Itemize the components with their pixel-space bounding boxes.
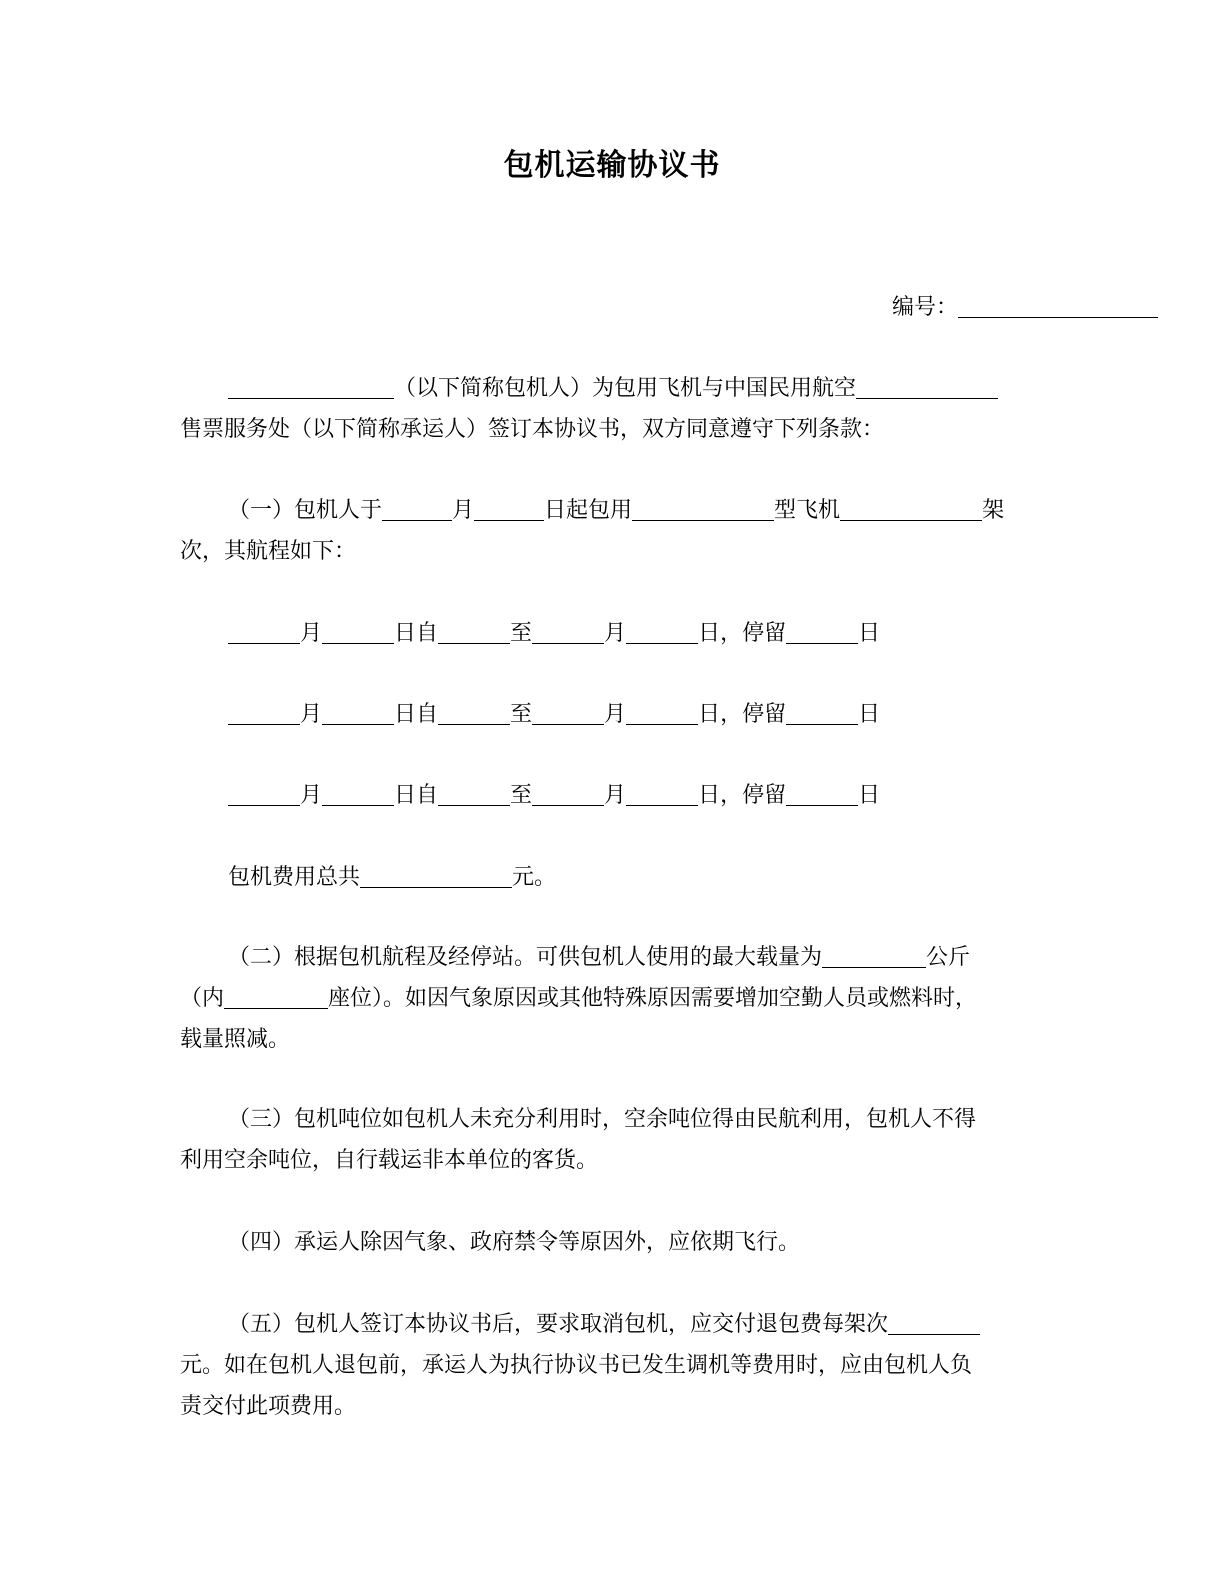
fee-line	[228, 860, 556, 891]
route-day-stay: 日，停留	[698, 621, 787, 646]
route-line-3	[228, 778, 880, 809]
clause2-text-5: 载量照减。	[180, 1027, 291, 1052]
clause5-line-2: 元。如在包机人退包前，承运人为执行协议书已发生调机等费用时，应由包机人负	[180, 1353, 973, 1378]
clause2-text-2: 公斤	[926, 945, 971, 970]
number-label: 编号：	[891, 295, 958, 320]
route-blank[interactable]	[626, 700, 698, 725]
clause-2	[180, 937, 1036, 1060]
charterer-blank[interactable]	[228, 374, 394, 399]
route-to: 至	[510, 783, 533, 808]
route-month: 月	[604, 621, 627, 646]
clause1-text-2: 月	[452, 498, 475, 523]
clause1-text-4: 型飞机	[774, 498, 841, 523]
route-day-from: 日自	[394, 783, 439, 808]
fee-text-2: 元。	[512, 865, 557, 890]
route-day: 日	[858, 783, 881, 808]
route-day-from: 日自	[394, 702, 439, 727]
route-blank[interactable]	[438, 781, 510, 806]
seat-count-blank[interactable]	[224, 984, 328, 1009]
office-blank[interactable]	[856, 374, 998, 399]
clause1-text-1: （一）包机人于	[228, 498, 383, 523]
clause1-text-5: 架	[982, 498, 1005, 523]
route-line-2	[228, 697, 880, 728]
route-to: 至	[510, 621, 533, 646]
intro-paragraph	[180, 368, 1036, 450]
start-day-blank[interactable]	[474, 496, 544, 521]
aircraft-count-blank[interactable]	[840, 496, 982, 521]
route-blank[interactable]	[626, 781, 698, 806]
document-number	[892, 290, 1158, 321]
document-title: 包机运输协议书	[503, 148, 721, 183]
route-blank[interactable]	[322, 619, 394, 644]
fee-text-1: 包机费用总共	[228, 865, 361, 890]
clause5-text-1: （五）包机人签订本协议书后，要求取消包机，应交付退包费每架次	[228, 1312, 889, 1337]
route-month: 月	[604, 702, 627, 727]
clause4-text: （四）承运人除因气象、政府禁令等原因外，应依期飞行。	[228, 1230, 801, 1255]
intro-text-1: （以下简称包机人）为包用飞机与中国民用航空	[394, 376, 857, 401]
aircraft-type-blank[interactable]	[632, 496, 774, 521]
route-blank[interactable]	[322, 781, 394, 806]
max-load-blank[interactable]	[822, 943, 926, 968]
route-day: 日	[858, 702, 881, 727]
route-blank[interactable]	[626, 619, 698, 644]
clause1-text-3: 日起包用	[544, 498, 633, 523]
clause2-text-1: （二）根据包机航程及经停站。可供包机人使用的最大载量为	[228, 945, 823, 970]
route-line-1	[228, 616, 880, 647]
clause-3	[180, 1099, 1036, 1181]
route-month: 月	[300, 702, 323, 727]
clause2-text-4: 座位）。如因气象原因或其他特殊原因需要增加空勤人员或燃料时，	[328, 986, 978, 1011]
route-day: 日	[858, 621, 881, 646]
clause-5	[180, 1304, 1036, 1427]
route-blank[interactable]	[228, 781, 300, 806]
route-to: 至	[510, 702, 533, 727]
route-day-from: 日自	[394, 621, 439, 646]
intro-text-2: 售票服务处（以下简称承运人）签订本协议书，双方同意遵守下列条款：	[180, 417, 885, 442]
route-blank[interactable]	[786, 619, 858, 644]
clause-4	[180, 1222, 1036, 1263]
route-day-stay: 日，停留	[698, 783, 787, 808]
route-blank[interactable]	[322, 700, 394, 725]
route-blank[interactable]	[228, 700, 300, 725]
clause-1	[180, 490, 1036, 572]
start-month-blank[interactable]	[382, 496, 452, 521]
route-blank[interactable]	[786, 781, 858, 806]
clause2-text-3: （内	[180, 986, 225, 1011]
route-blank[interactable]	[532, 700, 604, 725]
route-blank[interactable]	[438, 619, 510, 644]
refund-fee-blank[interactable]	[888, 1310, 980, 1335]
route-blank[interactable]	[228, 619, 300, 644]
route-day-stay: 日，停留	[698, 702, 787, 727]
fee-total-blank[interactable]	[360, 863, 512, 888]
route-month: 月	[604, 783, 627, 808]
clause1-text-6: 次，其航程如下：	[180, 539, 357, 564]
clause3-line-1: （三）包机吨位如包机人未充分利用时，空余吨位得由民航利用，包机人不得	[228, 1107, 977, 1132]
route-blank[interactable]	[438, 700, 510, 725]
route-blank[interactable]	[786, 700, 858, 725]
clause5-line-3: 责交付此项费用。	[180, 1394, 357, 1419]
route-blank[interactable]	[532, 619, 604, 644]
route-month: 月	[300, 783, 323, 808]
route-month: 月	[300, 621, 323, 646]
number-blank[interactable]	[958, 293, 1158, 318]
clause3-line-2: 利用空余吨位，自行载运非本单位的客货。	[180, 1148, 599, 1173]
route-blank[interactable]	[532, 781, 604, 806]
